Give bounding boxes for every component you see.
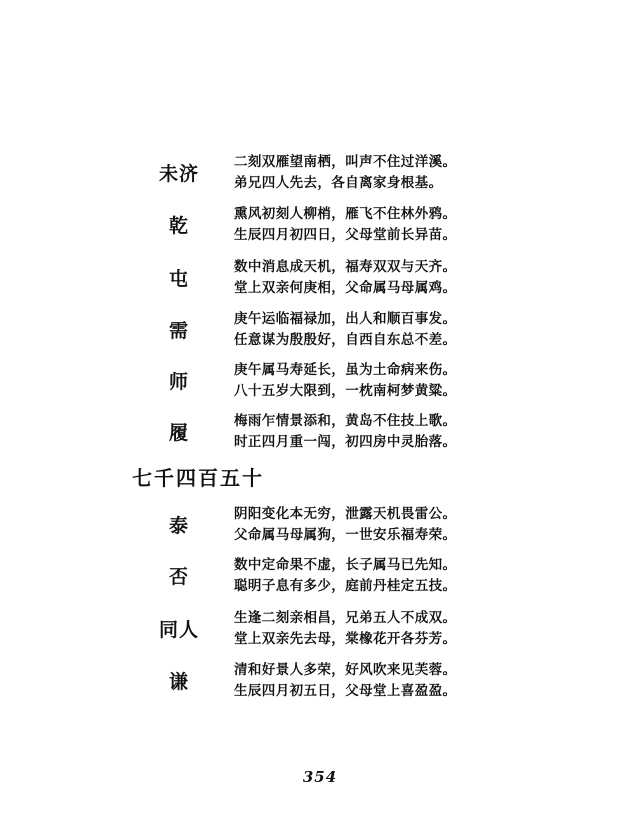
verse-line: 父命属马母属狗，一世安乐福寿荣。 xyxy=(234,527,457,543)
verse-line: 庚午运临福禄加，出人和顺百事发。 xyxy=(234,311,457,327)
hexagram-name: 需 xyxy=(168,320,189,342)
hexagram-entry xyxy=(0,148,640,200)
verse-line: 熏风初刻人柳梢，雁飞不住林外鸦。 xyxy=(234,206,457,222)
verse-line: 八十五岁大限到，一枕南柯梦黄粱。 xyxy=(234,383,457,399)
hexagram-name: 否 xyxy=(168,566,189,588)
hexagram-entry xyxy=(0,356,640,408)
verse xyxy=(234,309,614,351)
hexagram-entry xyxy=(0,604,640,656)
verse-line: 弟兄四人先去，各自离家身根基。 xyxy=(234,175,443,191)
verse-line: 任意谋为殷殷好，自西自东总不差。 xyxy=(234,332,457,348)
verse xyxy=(234,152,614,194)
verse xyxy=(234,660,614,702)
hexagram-entry xyxy=(0,253,640,305)
verse-line: 二刻双雁望南栖，叫声不住过洋溪。 xyxy=(234,154,457,170)
verse-line: 数中消息成天机，福寿双双与天齐。 xyxy=(234,259,457,275)
hexagram-entry xyxy=(0,305,640,357)
verse xyxy=(234,257,614,299)
page-number: 354 xyxy=(302,768,338,786)
verse-line: 数中定命果不虚，长子属马已先知。 xyxy=(234,557,457,573)
verse-line: 梅雨乍情景添和，黄岛不住技上歌。 xyxy=(234,413,457,429)
hexagram-name: 谦 xyxy=(168,671,189,693)
hexagram-name: 履 xyxy=(168,422,189,444)
verse-line: 堂上双亲何庚相，父命属马母属鸡。 xyxy=(234,280,457,296)
hexagram-entry xyxy=(0,407,640,459)
hexagram-name: 未济 xyxy=(158,163,199,185)
verse xyxy=(234,555,614,597)
hexagram-name: 泰 xyxy=(168,515,189,537)
verse-line: 生辰四月初四日，父母堂前长异苗。 xyxy=(234,227,457,243)
hexagram-entry xyxy=(0,656,640,708)
verse xyxy=(234,411,614,453)
hexagram-entry xyxy=(0,200,640,252)
hexagram-name: 乾 xyxy=(168,215,189,237)
verse-line: 生辰四月初五日，父母堂上喜盈盈。 xyxy=(234,683,457,699)
verse-line: 庚午属马寿延长，虽为土命病来伤。 xyxy=(234,362,457,378)
verse-line: 清和好景人多荣，好风吹来见芙蓉。 xyxy=(234,662,457,678)
section-heading: 七千四百五十 xyxy=(132,466,264,490)
verse-line: 阴阳变化本无穷，泄露天机畏雷公。 xyxy=(234,506,457,522)
verse xyxy=(234,608,614,650)
verse-line: 时正四月重一闯，初四房中灵胎落。 xyxy=(234,434,457,450)
verse-line: 堂上双亲先去母，棠橡花开各芬芳。 xyxy=(234,631,457,647)
hexagram-name: 同人 xyxy=(158,619,199,641)
hexagram-entry xyxy=(0,500,640,552)
verse-line: 生逢二刻亲相昌，兄弟五人不成双。 xyxy=(234,610,457,626)
verse xyxy=(234,504,614,546)
hexagram-entry xyxy=(0,551,640,603)
hexagram-name: 师 xyxy=(168,371,189,393)
verse xyxy=(234,204,614,246)
verse-line: 聪明子息有多少，庭前丹桂定五技。 xyxy=(234,578,457,594)
hexagram-name: 屯 xyxy=(168,268,189,290)
verse xyxy=(234,360,614,402)
